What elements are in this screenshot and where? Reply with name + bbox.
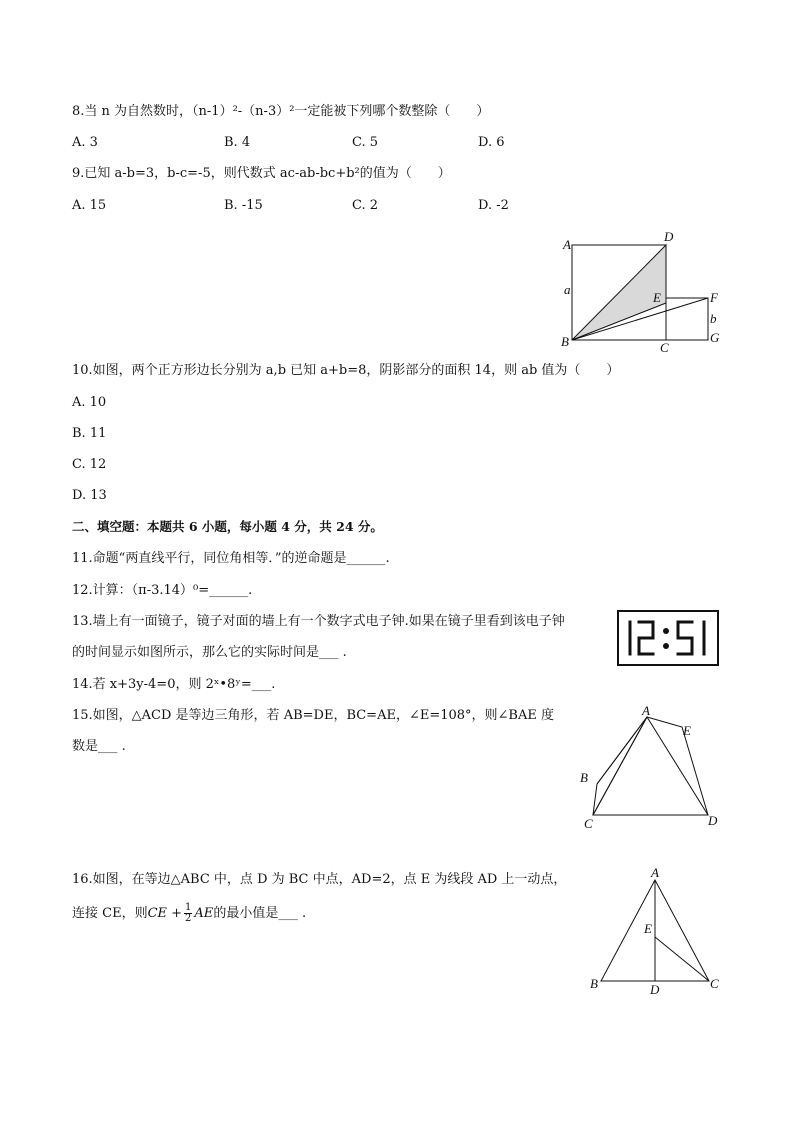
q10-option-d: D. 13	[72, 488, 107, 503]
q16-line-1: 16.如图，在等边△ABC 中，点 D 为 BC 中点，AD=2，点 E 为线段 AD 上一动点，	[72, 872, 567, 887]
q16-frac-denominator: 2	[185, 913, 192, 924]
q15-triangle-figure	[575, 705, 725, 835]
q8-option-c: C. 5	[352, 135, 379, 150]
q16-label-c: C	[710, 976, 719, 991]
clock-colon-bottom	[663, 643, 669, 649]
q16-frac-numerator: 1	[185, 902, 192, 913]
q10-option-c: C. 12	[72, 457, 107, 472]
q13-line-2: 的时间显示如图所示，那么它的实际时间是___ .	[72, 645, 347, 660]
q15-line-1: 15.如图，△ACD 是等边三角形，若 AB=DE，BC=AE，∠E=108°，则∠BAE 度	[72, 708, 554, 723]
q8-option-b: B. 4	[224, 135, 251, 150]
q10-squares-figure	[555, 228, 730, 353]
q8-option-a: A. 3	[72, 135, 98, 150]
q16-label-b: B	[590, 976, 598, 991]
q15-label-b: B	[580, 770, 588, 785]
q13-line-1: 13.墙上有一面镜子，镜子对面的墙上有一个数字式电子钟.如果在镜子里看到该电子钟	[72, 614, 565, 629]
q16-label-d: D	[650, 982, 660, 997]
q10-label-c: C	[660, 340, 669, 353]
q16-expr-ae: AE	[194, 906, 214, 921]
clock-colon-top	[663, 628, 669, 634]
q16-line-2-suffix: 的最小值是___ .	[213, 906, 307, 921]
q10-label-a-side: a	[564, 282, 571, 297]
q15-label-a: A	[642, 705, 650, 718]
q10-label-b-upper: B	[561, 334, 569, 349]
q9-option-c: C. 2	[352, 198, 379, 213]
q16-line-2-prefix: 连接 CE，则	[72, 906, 148, 921]
q13-digital-clock-figure	[617, 610, 719, 666]
q16-triangle-figure	[585, 865, 725, 1000]
q16-label-e: E	[644, 921, 652, 936]
q9-option-b: B. -15	[224, 198, 263, 213]
q10-label-a-upper: A	[563, 237, 571, 252]
q10-stem: 10.如图，两个正方形边长分别为 a,b 已知 a+b=8，阴影部分的面积 14，则 ab 值为（ ）	[72, 363, 620, 378]
q10-label-e: E	[653, 290, 661, 305]
q14-stem: 14.若 x+3y-4=0，则 2ˣ•8ʸ=___.	[72, 677, 276, 692]
q10-option-b: B. 11	[72, 426, 107, 441]
q8-option-d: D. 6	[478, 135, 505, 150]
q9-stem: 9.已知 a-b=3，b-c=-5，则代数式 ac-ab-bc+b²的值为（ ）	[72, 166, 451, 181]
q10-label-f: F	[710, 290, 718, 305]
q10-option-a: A. 10	[72, 395, 107, 410]
q16-line-2	[72, 903, 306, 924]
q15-line-2: 数是___ .	[72, 739, 126, 754]
q16-expr-ce: CE +	[147, 906, 183, 921]
q15-label-e: E	[683, 723, 691, 738]
q16-fraction-half	[184, 903, 192, 924]
q10-label-d: D	[664, 229, 674, 244]
q10-label-g: G	[710, 330, 720, 345]
q9-option-d: D. -2	[478, 198, 509, 213]
q15-label-c: C	[584, 816, 593, 831]
section-2-title: 二、填空题：本题共 6 小题，每小题 4 分，共 24 分。	[72, 519, 383, 534]
q11-stem: 11.命题“两直线平行，同位角相等．”的逆命题是______.	[72, 551, 390, 566]
q16-label-a: A	[651, 865, 659, 880]
q12-stem: 12.计算：（π-3.14）⁰=______.	[72, 583, 253, 598]
q8-stem: 8.当 n 为自然数时，（n-1）²-（n-3）²一定能被下列哪个数整除（ ）	[72, 104, 490, 119]
q15-label-d: D	[708, 813, 718, 828]
q9-option-a: A. 15	[72, 198, 107, 213]
q10-label-b-side: b	[710, 311, 717, 326]
